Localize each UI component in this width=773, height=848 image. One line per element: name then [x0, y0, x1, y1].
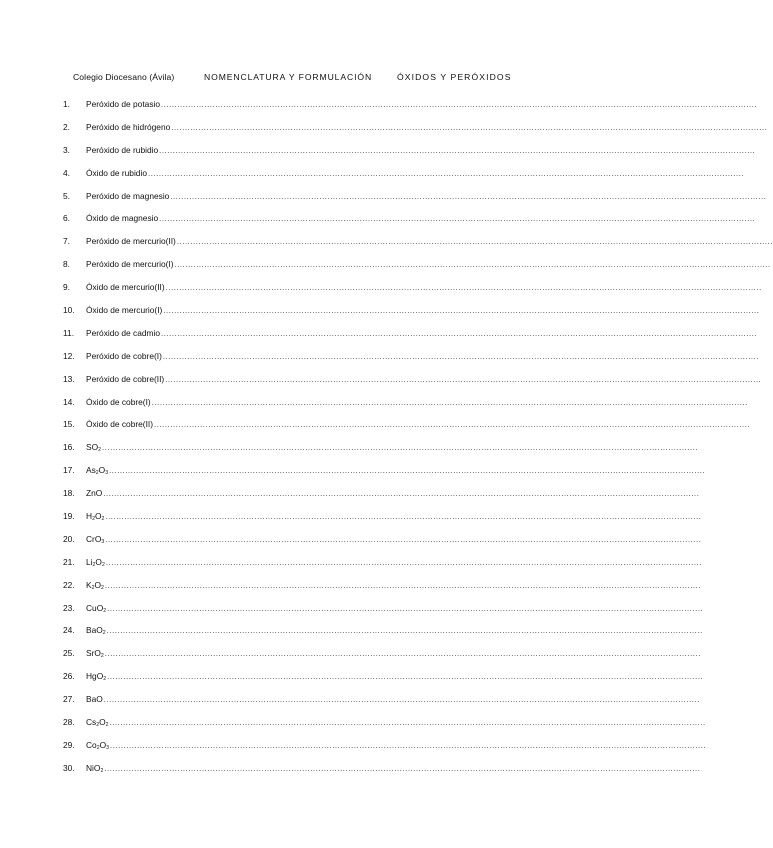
dotted-fill: ............................................................................................................................................................................................................................: [104, 580, 702, 590]
exercise-row: [0, 647, 701, 670]
term-text: NiO: [86, 762, 101, 773]
answer-line[interactable]: [86, 464, 706, 477]
exercise-number: 11.: [63, 327, 75, 338]
dotted-fill: ............................................................................................................................................................................................................................: [159, 145, 756, 155]
term-text: BaO: [86, 625, 103, 636]
exercise-number: 15.: [63, 419, 75, 430]
subscript: 2: [92, 561, 96, 568]
exercise-row: [0, 281, 762, 304]
exercise-number: 3.: [63, 144, 70, 155]
answer-line[interactable]: [86, 98, 758, 111]
exercise-term: [86, 647, 105, 659]
term-text: SrO: [86, 648, 101, 659]
dotted-fill: ............................................................................................................................................................................................................................: [171, 122, 768, 132]
answer-line[interactable]: [86, 602, 704, 615]
exercise-term: [86, 281, 166, 293]
exercise-row: [0, 556, 702, 579]
exercise-row: [0, 579, 702, 602]
dotted-fill: ............................................................................................................................................................................................................................: [176, 237, 773, 247]
exercise-term: [86, 693, 104, 705]
term-text: Óxido de mercurio(I): [86, 305, 163, 316]
dotted-fill: ............................................................................................................................................................................................................................: [102, 443, 699, 453]
answer-line[interactable]: [86, 533, 702, 546]
term-text: O: [98, 465, 106, 476]
subscript: 2: [105, 722, 109, 729]
answer-line[interactable]: [86, 121, 768, 134]
answer-line[interactable]: [86, 212, 756, 225]
answer-line[interactable]: [86, 235, 773, 248]
exercise-term: [86, 304, 163, 316]
dotted-fill: ............................................................................................................................................................................................................................: [107, 672, 704, 682]
term-text: O: [99, 717, 106, 728]
term-text: Óxido de magnesio: [86, 213, 159, 224]
answer-line[interactable]: [86, 624, 703, 637]
answer-line[interactable]: [86, 510, 702, 523]
term-text: H: [86, 511, 93, 522]
answer-line[interactable]: [86, 167, 745, 180]
dotted-fill: ............................................................................................................................................................................................................................: [104, 649, 701, 659]
exercise-number: 27.: [63, 694, 75, 705]
subscript: 3: [101, 538, 105, 545]
answer-line[interactable]: [86, 693, 700, 706]
exercise-term: [86, 373, 165, 385]
subscript: 2: [92, 516, 95, 523]
dotted-fill: ............................................................................................................................................................................................................................: [165, 283, 762, 293]
term-text: Óxido de cobre(II): [86, 419, 154, 430]
exercise-term: [86, 350, 163, 362]
exercise-row: [0, 373, 762, 396]
subscript: 3: [105, 470, 109, 477]
exercise-number: 18.: [63, 488, 75, 499]
answer-line[interactable]: [86, 762, 701, 775]
dotted-fill: ............................................................................................................................................................................................................................: [105, 557, 702, 567]
exercise-number: 28.: [63, 717, 75, 728]
dotted-fill: ............................................................................................................................................................................................................................: [165, 374, 762, 384]
exercise-row: [0, 487, 700, 510]
exercise-number: 8.: [63, 259, 70, 270]
answer-line[interactable]: [86, 441, 699, 454]
term-text: SO: [86, 442, 99, 453]
subscript: 2: [102, 630, 106, 637]
school-name: Colegio Diocesano (Ávila): [73, 72, 175, 82]
answer-line[interactable]: [86, 418, 751, 431]
exercise-row: [0, 327, 758, 350]
dotted-fill: ............................................................................................................................................................................................................................: [170, 191, 767, 201]
term-text: Peróxido de mercurio(I): [86, 259, 174, 270]
exercise-term: [86, 144, 159, 156]
answer-line[interactable]: [86, 190, 767, 203]
dotted-fill: ............................................................................................................................................................................................................................: [148, 168, 745, 178]
subscript: 2: [95, 470, 99, 477]
exercise-term: [86, 258, 175, 270]
exercise-number: 2.: [63, 121, 70, 132]
term-text: Óxido de mercurio(II): [86, 282, 165, 293]
term-text: Li: [86, 556, 93, 567]
answer-line[interactable]: [86, 487, 700, 500]
exercise-row: [0, 396, 748, 419]
exercise-term: [86, 190, 170, 202]
exercise-row: [0, 716, 706, 739]
exercise-term: [86, 487, 103, 499]
dotted-fill: ............................................................................................................................................................................................................................: [106, 626, 703, 636]
term-text: Co: [86, 739, 97, 750]
dotted-fill: ............................................................................................................................................................................................................................: [105, 534, 702, 544]
exercise-term: [86, 418, 154, 430]
exercise-term: [86, 464, 109, 476]
exercise-number: 12.: [63, 350, 75, 361]
subscript: 2: [101, 584, 104, 591]
subscript: 2: [91, 584, 95, 591]
dotted-fill: ............................................................................................................................................................................................................................: [174, 260, 771, 270]
exercise-number: 26.: [63, 671, 75, 682]
answer-line[interactable]: [86, 327, 758, 340]
term-text: ZnO: [86, 488, 103, 499]
answer-line[interactable]: [86, 304, 760, 317]
dotted-fill: ............................................................................................................................................................................................................................: [103, 695, 700, 705]
exercise-term: [86, 762, 104, 774]
subscript: 2: [96, 722, 100, 729]
subscript: 2: [100, 767, 104, 774]
exercise-term: [86, 579, 105, 591]
term-text: Peróxido de cadmio: [86, 327, 161, 338]
answer-line[interactable]: [86, 556, 702, 569]
dotted-fill: ............................................................................................................................................................................................................................: [161, 100, 758, 109]
exercise-term: [86, 441, 102, 453]
dotted-fill: ............................................................................................................................................................................................................................: [107, 603, 704, 613]
exercise-row: [0, 121, 768, 144]
answer-line[interactable]: [86, 647, 701, 660]
answer-line[interactable]: [86, 716, 706, 729]
exercise-row: [0, 304, 760, 327]
exercise-term: [86, 670, 107, 682]
dotted-fill: ............................................................................................................................................................................................................................: [154, 420, 751, 430]
answer-line[interactable]: [86, 739, 707, 752]
dotted-fill: ............................................................................................................................................................................................................................: [109, 718, 706, 728]
exercise-number: 14.: [63, 396, 75, 407]
exercise-term: [86, 602, 107, 614]
exercise-term: [86, 556, 106, 568]
exercise-row: [0, 624, 703, 647]
subscript: 2: [98, 447, 101, 454]
exercise-row: [0, 167, 745, 190]
exercise-term: [86, 716, 110, 728]
term-text: HgO: [86, 671, 104, 682]
exercise-term: [86, 235, 177, 247]
answer-line[interactable]: [86, 396, 748, 409]
exercise-term: [86, 396, 152, 408]
subscript: 2: [101, 516, 105, 523]
exercise-number: 20.: [63, 533, 75, 544]
exercise-term: [86, 98, 161, 110]
exercise-row: [0, 510, 702, 533]
term-text: Peróxido de hidrógeno: [86, 121, 171, 132]
exercise-term: [86, 121, 171, 133]
exercise-list: [0, 98, 773, 785]
dotted-fill: ............................................................................................................................................................................................................................: [162, 351, 760, 361]
term-text: Peróxido de cobre(I): [86, 350, 162, 361]
exercise-row: [0, 212, 756, 235]
dotted-fill: ............................................................................................................................................................................................................................: [109, 466, 706, 476]
exercise-number: 10.: [63, 305, 75, 316]
dotted-fill: ............................................................................................................................................................................................................................: [110, 740, 707, 750]
exercise-number: 29.: [63, 739, 75, 750]
exercise-term: [86, 167, 148, 179]
subscript: 2: [100, 653, 104, 660]
exercise-term: [86, 624, 107, 636]
exercise-number: 4.: [63, 167, 70, 178]
exercise-number: 19.: [63, 511, 75, 522]
term-text: BaO: [86, 694, 103, 705]
exercise-number: 23.: [63, 602, 75, 613]
exercise-row: [0, 533, 702, 556]
term-text: Peróxido de rubidio: [86, 144, 159, 155]
term-text: O: [94, 511, 102, 522]
dotted-fill: ............................................................................................................................................................................................................................: [159, 214, 756, 224]
exercise-row: [0, 190, 767, 213]
exercise-number: 25.: [63, 648, 75, 659]
answer-line[interactable]: [86, 144, 756, 157]
exercise-term: [86, 327, 161, 339]
exercise-row: [0, 144, 756, 167]
subscript: 3: [106, 744, 110, 751]
answer-line[interactable]: [86, 670, 704, 683]
exercise-number: 24.: [63, 625, 75, 636]
term-text: O: [99, 739, 107, 750]
exercise-number: 17.: [63, 465, 75, 476]
exercise-row: [0, 739, 707, 762]
exercise-term: [86, 533, 105, 545]
exercise-number: 6.: [63, 213, 70, 224]
exercise-row: [0, 464, 706, 487]
term-text: CrO: [86, 533, 102, 544]
exercise-number: 16.: [63, 442, 75, 453]
answer-line[interactable]: [86, 579, 702, 592]
term-text: Peróxido de potasio: [86, 99, 161, 109]
subscript: 2: [103, 607, 107, 614]
term-text: K: [86, 579, 92, 590]
term-text: Peróxido de cobre(II): [86, 373, 165, 384]
term-text: Óxido de rubidio: [86, 167, 147, 178]
exercise-row: [0, 670, 704, 693]
exercise-row: [0, 258, 771, 281]
dotted-fill: ............................................................................................................................................................................................................................: [104, 763, 701, 773]
exercise-row: [0, 98, 758, 121]
exercise-number: 7.: [63, 236, 70, 247]
dotted-fill: ............................................................................................................................................................................................................................: [103, 489, 700, 499]
exercise-number: 30.: [63, 762, 75, 773]
exercise-number: 9.: [63, 282, 70, 293]
answer-line[interactable]: [86, 373, 762, 386]
term-text: CuO: [86, 602, 104, 613]
dotted-fill: ............................................................................................................................................................................................................................: [105, 512, 702, 522]
subscript: 2: [96, 744, 100, 751]
dotted-fill: ............................................................................................................................................................................................................................: [161, 328, 758, 338]
term-text: As: [86, 465, 96, 476]
term-text: Peróxido de mercurio(II): [86, 236, 176, 247]
subscript: 2: [103, 676, 107, 683]
exercise-row: [0, 350, 760, 373]
exercise-row: [0, 441, 699, 464]
exercise-number: 1.: [63, 99, 70, 109]
dotted-fill: ............................................................................................................................................................................................................................: [151, 397, 748, 407]
term-text: O: [95, 556, 102, 567]
answer-line[interactable]: [86, 258, 771, 271]
exercise-row: [0, 602, 704, 625]
exercise-term: [86, 739, 110, 751]
exercise-row: [0, 235, 773, 258]
exercise-row: [0, 418, 751, 441]
exercise-term: [86, 510, 105, 522]
exercise-number: 22.: [63, 579, 75, 590]
dotted-fill: ............................................................................................................................................................................................................................: [163, 306, 760, 316]
term-text: O: [94, 579, 101, 590]
worksheet-topic: ÓXIDOS Y PERÓXIDOS: [397, 72, 512, 82]
term-text: Óxido de cobre(I): [86, 396, 151, 407]
term-text: Cs: [86, 717, 97, 728]
exercise-number: 13.: [63, 373, 75, 384]
answer-line[interactable]: [86, 350, 760, 363]
term-text: Peróxido de magnesio: [86, 190, 170, 201]
answer-line[interactable]: [86, 281, 762, 294]
exercise-row: [0, 693, 700, 716]
worksheet-title: NOMENCLATURA Y FORMULACIÓN: [204, 72, 373, 82]
subscript: 2: [101, 561, 105, 568]
exercise-term: [86, 212, 159, 224]
exercise-row: [0, 762, 701, 785]
exercise-number: 5.: [63, 190, 70, 201]
exercise-number: 21.: [63, 556, 75, 567]
